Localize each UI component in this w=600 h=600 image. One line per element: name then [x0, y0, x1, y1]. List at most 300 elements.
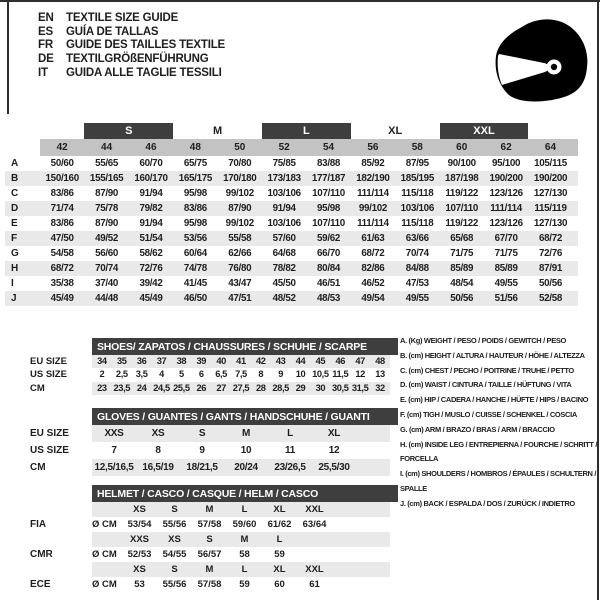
table-row	[30, 355, 398, 368]
helmet-value-cell: 53	[134, 579, 145, 590]
glove-size-cell: 23/26,5	[274, 462, 306, 473]
shoe-size-cell: 5	[178, 369, 184, 380]
measurement-cell: 70/74	[95, 263, 119, 274]
size-number-cell: 64	[544, 142, 557, 153]
glove-size-cell: 8	[155, 445, 161, 456]
shoe-size-cell: 46	[335, 356, 346, 366]
shoe-size-cell: 23	[97, 382, 107, 393]
measurement-cell: 190/200	[489, 173, 523, 184]
glove-size-cell: XXS	[104, 428, 124, 439]
helmet-size-band-row	[30, 502, 398, 517]
measurement-cell: 49/55	[494, 278, 518, 289]
textile-size-table	[5, 123, 578, 306]
helmet-size-cell: L	[241, 564, 248, 575]
shoe-size-cell: 10	[295, 369, 306, 380]
measurement-cell: 71/75	[450, 248, 474, 259]
measurement-cell: 55/65	[95, 158, 119, 169]
language-row	[38, 12, 225, 26]
measurement-cell: 72/76	[538, 248, 562, 259]
measurement-cell: 160/170	[134, 173, 168, 184]
measurement-cell: 91/94	[139, 188, 163, 199]
row-letter: J	[11, 293, 17, 304]
measurement-cell: 83/88	[317, 158, 341, 169]
measurement-cell: 84/88	[405, 263, 429, 274]
shoe-size-cell: 38	[176, 356, 187, 366]
shoe-size-cell: 44	[295, 356, 306, 366]
shoe-size-cell: 32	[375, 382, 385, 393]
legend-item: F. (cm) TIGH / MUSLO / CUISSE / SCHENKEL / COSCIA	[400, 409, 577, 419]
measurement-cell: 123/126	[489, 188, 523, 199]
measurement-legend	[400, 334, 600, 512]
row-cells	[92, 517, 390, 532]
row-letter: E	[11, 218, 18, 229]
measurement-cell: 85/92	[361, 158, 385, 169]
row-cells	[92, 502, 390, 517]
glove-size-cell: S	[198, 428, 206, 439]
size-group-cell	[40, 123, 84, 139]
size-group-cell: M	[213, 125, 223, 137]
shoe-size-cell: 36	[136, 356, 147, 366]
helmet-value-cell: 59	[239, 579, 250, 590]
helmet-size-cell: M	[240, 534, 249, 545]
measurement-cell: 37/40	[95, 278, 119, 289]
measurement-row	[5, 171, 578, 186]
measurement-cell: 95/98	[183, 188, 207, 199]
measurement-cell: 115/118	[401, 188, 434, 199]
language-code: FR	[38, 39, 53, 52]
row-label	[30, 532, 92, 547]
unit-label: Ø CM	[92, 579, 117, 590]
size-group-cell: XXL	[440, 123, 529, 139]
measurement-cell: 111/114	[357, 218, 389, 229]
measurement-row	[5, 291, 578, 306]
glove-size-cell: L	[287, 428, 293, 439]
gloves-title: GLOVES / GUANTES / GANTS / HANDSCHUHE / GUANTI	[97, 410, 370, 423]
measurement-cell: 48/53	[317, 293, 341, 304]
measurement-cell: 47/51	[228, 293, 252, 304]
helmet-size-cell: XL	[273, 504, 286, 515]
helmet-value-cell	[297, 547, 332, 562]
size-number-cell: 48	[189, 142, 201, 153]
measurement-cell: 50/56	[538, 278, 562, 289]
shoe-size-cell: 12	[355, 369, 365, 380]
measurement-cell: 173/183	[267, 173, 301, 184]
row-cells	[92, 532, 390, 547]
shoe-size-cell: 43	[275, 356, 286, 366]
shoe-size-cell: 35	[117, 356, 127, 366]
standard-label: FIA	[30, 519, 47, 530]
helmet-size-cell: XS	[168, 534, 181, 545]
measurement-cell: 87/91	[538, 263, 562, 274]
measurement-cell: 91/94	[139, 218, 163, 229]
shoe-size-cell: 24	[136, 382, 147, 393]
measurement-cell: 185/195	[400, 173, 434, 184]
row-letter: G	[11, 248, 19, 259]
shoe-size-cell: 34	[97, 356, 107, 366]
size-number-cell: 58	[411, 142, 423, 153]
measurement-cell: 65/75	[183, 158, 207, 169]
measurement-cell: 70/80	[228, 158, 252, 169]
language-code: IT	[38, 66, 48, 79]
table-row	[30, 425, 398, 442]
glove-size-cell: 12,5/16,5	[94, 462, 134, 473]
measurement-cell: 68/72	[50, 263, 74, 274]
language-code: DE	[38, 53, 54, 66]
glove-size-cell: 7	[111, 445, 117, 456]
measurement-cell: 111/114	[357, 188, 389, 199]
measurement-cell: 123/126	[489, 218, 523, 229]
row-label	[30, 502, 92, 517]
measurement-cell: 79/82	[139, 203, 163, 214]
row-letter: A	[11, 158, 19, 169]
measurement-row	[5, 276, 578, 291]
row-letter: B	[11, 173, 19, 184]
measurement-cell: 115/119	[534, 203, 567, 214]
helmet-value-cell: 54/55	[162, 549, 187, 560]
shoe-size-cell: 27,5	[232, 382, 250, 393]
measurement-cell: 71/75	[494, 248, 518, 259]
glove-size-cell: XL	[327, 428, 341, 439]
measurement-cell: 75/85	[272, 158, 296, 169]
language-title: GUIDA ALLE TAGLIE TESSILI	[66, 66, 222, 79]
standard-label: CMR	[30, 549, 53, 560]
measurement-cell: 41/45	[183, 278, 207, 289]
size-number-row	[40, 139, 578, 156]
measurement-cell: 45/49	[50, 293, 74, 304]
language-title: TEXTILGRÖßENFÜHRUNG	[66, 53, 209, 66]
measurement-cell: 35/38	[50, 278, 74, 289]
measurement-cell: 56/60	[95, 248, 119, 259]
helmet-size-cell: M	[205, 564, 214, 575]
measurement-cell: 47/50	[50, 233, 74, 244]
row-letter: H	[11, 263, 19, 274]
measurement-cell: 105/115	[534, 158, 567, 169]
measurement-cell: 119/122	[445, 188, 479, 199]
measurement-cell: 170/180	[223, 173, 257, 184]
measurement-cell: 68/72	[538, 233, 562, 244]
measurement-cell: 52/58	[538, 293, 562, 304]
measurement-cell: 60/70	[139, 158, 163, 169]
legend-item: D. (cm) WAIST / CINTURA / TAILLE / HÜFTUNG / VITA	[400, 380, 572, 390]
measurement-cell: 53/56	[183, 233, 207, 244]
measurement-cell: 85/89	[494, 263, 518, 274]
unit-spacer	[92, 502, 122, 517]
measurement-cell: 58/62	[139, 248, 163, 259]
table-row	[30, 382, 398, 395]
measurement-row	[5, 186, 578, 201]
shoe-size-cell: 29	[295, 382, 306, 393]
row-cells	[92, 459, 390, 476]
shoe-size-cell: 6,5	[215, 369, 227, 380]
glove-size-cell: 10	[240, 445, 252, 456]
measurement-cell: 76/80	[228, 263, 252, 274]
measurement-cell: 59/62	[317, 233, 341, 244]
shoe-size-cell: 8	[258, 369, 264, 380]
shoe-size-cell: 11,5	[332, 369, 349, 380]
helmet-size-cell: S	[171, 564, 178, 575]
measurement-cell: 99/102	[358, 203, 388, 214]
row-cells	[92, 547, 390, 562]
helmet-size-cell: L	[241, 504, 248, 515]
legend-item: H. (cm) INSIDE LEG / ENTREPIERNA / FOURCHE / SCHRITT / FORCELLA	[400, 439, 598, 464]
measurement-cell: 46/50	[183, 293, 207, 304]
measurement-cell: 87/90	[95, 218, 119, 229]
glove-size-cell: M	[241, 428, 251, 439]
helmet-standard-row	[30, 517, 398, 532]
measurement-cell: 182/190	[356, 173, 390, 184]
size-group-cell: L	[262, 123, 351, 139]
size-number-cell: 56	[367, 142, 379, 153]
helmet-value-cell: 61/62	[267, 519, 292, 530]
measurement-cell: 150/160	[45, 173, 79, 184]
measurement-cell: 103/106	[267, 188, 301, 199]
size-group-row	[40, 123, 578, 139]
shoe-size-cell: 27	[216, 382, 226, 393]
measurement-cell: 82/86	[361, 263, 385, 274]
measurement-cell: 48/54	[450, 278, 474, 289]
helmet-value-cell: 55/56	[162, 519, 187, 530]
shoes-header-bar	[92, 338, 398, 355]
shoe-size-cell: 9	[278, 369, 284, 380]
measurement-cell: 99/102	[225, 218, 254, 229]
helmet-value-cell: 59	[274, 549, 285, 560]
table-row	[30, 459, 398, 476]
measurement-cell: 66/70	[317, 248, 341, 259]
language-row	[38, 53, 225, 67]
language-code: EN	[38, 12, 54, 24]
helmet-value-cell: 60	[274, 579, 285, 590]
measurement-cell: 83/86	[50, 188, 74, 199]
measurement-cell: 91/94	[272, 203, 296, 214]
unit-spacer	[92, 562, 122, 577]
shoe-size-cell: 4	[159, 369, 164, 380]
language-code: ES	[38, 25, 53, 38]
measurement-cell: 64/68	[272, 248, 296, 259]
gloves-header-bar	[92, 408, 398, 425]
gloves-rows	[30, 425, 398, 476]
helmet-size-cell: S	[171, 504, 178, 515]
language-row	[38, 26, 225, 40]
row-letter: C	[11, 188, 19, 199]
row-label: EU SIZE	[30, 428, 69, 439]
measurement-cell: 61/63	[361, 233, 385, 244]
size-number-cell: 46	[145, 142, 157, 153]
measurement-cell: 63/66	[405, 233, 429, 244]
measurement-cell: 68/72	[361, 248, 385, 259]
helmet-size-cell: L	[276, 534, 283, 545]
helmet-value-cell: 52/53	[127, 549, 152, 560]
helmet-size-cell: XS	[133, 564, 146, 575]
measurement-cell: 67/70	[494, 233, 518, 244]
measurement-cell: 50/56	[450, 293, 474, 304]
measurement-cell: 71/74	[50, 203, 74, 214]
measurement-cell: 75/78	[95, 203, 119, 214]
helmet-size-band-row	[30, 532, 398, 547]
size-number-cell: 54	[322, 142, 335, 153]
helmet-rows	[30, 502, 398, 592]
measurement-cell: 187/198	[445, 173, 479, 184]
size-group-cell: S	[84, 123, 173, 139]
helmet-size-cell: XXS	[129, 534, 149, 545]
glove-size-cell: 9	[199, 445, 205, 456]
measurement-cell: 72/76	[139, 263, 163, 274]
measurement-cell: 54/58	[50, 248, 74, 259]
shoe-size-cell: 26	[196, 382, 206, 393]
legend-item: E. (cm) HIP / CADERA / HANCHE / HÜFTE / HIPS / BACINO	[400, 395, 589, 405]
helmet-standard-row	[30, 547, 398, 562]
glove-size-cell: 11	[285, 445, 295, 456]
measurement-row	[5, 201, 578, 216]
measurement-cell: 65/68	[450, 233, 474, 244]
shoe-size-cell: 2	[99, 369, 105, 380]
shoe-size-cell: 3,5	[135, 369, 148, 380]
measurement-cell: 115/118	[401, 218, 434, 229]
measurement-cell: 49/54	[361, 293, 385, 304]
measurement-cell: 103/106	[400, 203, 434, 214]
row-label	[30, 562, 92, 577]
row-label: CM	[30, 382, 45, 394]
legend-item: C. (cm) CHEST / PECHO / POITRINE / TRUHE / PETTO	[400, 365, 574, 375]
glove-size-cell: XS	[151, 428, 165, 439]
measurement-cell: 51/56	[494, 293, 518, 304]
size-number-cell: 60	[456, 142, 468, 153]
measurement-cell: 107/110	[312, 218, 345, 229]
row-label: EU SIZE	[30, 356, 67, 367]
helmet-icon	[486, 14, 592, 104]
shoe-size-cell: 40	[216, 356, 226, 366]
measurement-cell: 190/200	[533, 173, 568, 184]
measurement-cell: 111/114	[490, 203, 522, 214]
measurement-cell: 51/54	[139, 233, 163, 244]
helmet-value-cell: 59/60	[232, 519, 257, 530]
measurement-cell: 87/90	[95, 188, 119, 199]
helmet-value-cell: 57/58	[197, 579, 222, 590]
legend-item: G. (cm) ARM / BRAZO / BRAS / ARM / BRACCIO	[400, 424, 555, 434]
measurement-cell: 60/64	[183, 248, 207, 259]
measurement-cell: 47/53	[405, 278, 429, 289]
measurement-cell: 57/60	[272, 233, 296, 244]
row-letter: D	[11, 203, 19, 214]
helmet-value-cell: 55/56	[162, 579, 187, 590]
gloves-table	[30, 408, 398, 476]
helmet-value-cell: 58	[239, 549, 250, 560]
row-cells	[92, 442, 390, 459]
measurement-rows	[5, 156, 578, 306]
measurement-cell: 165/175	[178, 173, 213, 184]
legend-item: B. (cm) HEIGHT / ALTURA / HAUTEUR / HÖHE / ALTEZZA	[400, 350, 585, 360]
measurement-row	[5, 216, 578, 231]
shoe-size-cell: 10,5	[312, 369, 329, 380]
size-number-cell: 52	[278, 142, 290, 153]
measurement-cell: 99/102	[225, 188, 254, 199]
measurement-cell: 155/165	[89, 173, 124, 184]
measurement-cell: 43/47	[228, 278, 252, 289]
language-title: TEXTILE SIZE GUIDE	[66, 12, 179, 24]
measurement-cell: 119/122	[445, 218, 479, 229]
size-number-cell: 44	[101, 142, 113, 153]
measurement-cell: 87/95	[405, 158, 429, 169]
shoe-size-cell: 30,5	[331, 382, 349, 393]
measurement-cell: 45/50	[272, 278, 296, 289]
row-label: US SIZE	[30, 445, 69, 456]
helmet-value-cell: 61	[309, 579, 320, 590]
shoe-size-cell: 31,5	[351, 382, 369, 393]
measurement-cell: 70/74	[405, 248, 429, 259]
table-row	[30, 442, 398, 459]
unit-label: Ø CM	[92, 519, 117, 530]
measurement-cell: 83/86	[183, 203, 207, 214]
helmet-size-table	[30, 485, 398, 592]
row-cells	[92, 368, 390, 381]
legend-item: I. (cm) SHOULDERS / HOMBROS / ÉPAULES / SCHULTERN / SPALLE	[400, 469, 597, 493]
size-number-cell: 42	[56, 142, 68, 153]
unit-label: Ø CM	[92, 549, 117, 560]
shoe-size-cell: 41	[236, 356, 246, 366]
helmet-size-cell: M	[205, 504, 214, 515]
helmet-value-cell: 63/64	[302, 519, 327, 530]
row-cells	[92, 577, 390, 592]
measurement-row	[5, 261, 578, 276]
measurement-cell: 107/110	[445, 203, 479, 214]
shoes-table	[30, 338, 398, 395]
shoe-size-cell: 45	[315, 356, 326, 366]
shoe-size-cell: 37	[156, 356, 167, 366]
measurement-cell: 62/66	[228, 248, 252, 259]
measurement-cell: 46/52	[361, 278, 385, 289]
helmet-standard-row	[30, 577, 398, 592]
measurement-cell: 95/98	[317, 203, 341, 214]
language-row	[38, 67, 225, 81]
row-letter: I	[11, 278, 14, 289]
size-number-cell: 50	[234, 142, 246, 153]
measurement-cell: 107/110	[312, 188, 345, 199]
measurement-cell: 55/58	[228, 233, 252, 244]
measurement-cell: 127/130	[533, 188, 568, 199]
row-letter: F	[11, 233, 18, 244]
shoe-size-cell: 24,5	[153, 382, 170, 393]
shoe-size-cell: 47	[355, 356, 365, 366]
measurement-cell: 80/84	[317, 263, 341, 274]
measurement-cell: 90/100	[447, 158, 476, 169]
helmet-size-cell: S	[206, 534, 213, 545]
measurement-cell: 39/42	[139, 278, 163, 289]
measurement-cell: 48/52	[272, 293, 296, 304]
left-border-line	[7, 2, 9, 114]
shoe-size-cell: 39	[196, 356, 206, 366]
table-row	[30, 368, 398, 381]
language-title: GUÍA DE TALLAS	[66, 25, 159, 38]
helmet-value-cell: 57/58	[197, 519, 222, 530]
row-cells	[92, 425, 390, 442]
size-group-cell: XL	[388, 125, 403, 137]
measurement-row	[5, 246, 578, 261]
measurement-cell: 45/49	[139, 293, 163, 304]
glove-size-cell: 12	[328, 445, 340, 456]
helmet-size-cell: XS	[133, 504, 146, 515]
measurement-cell: 49/55	[405, 293, 429, 304]
measurement-cell: 74/78	[183, 263, 207, 274]
glove-size-cell: 25,5/30	[318, 462, 350, 473]
helmet-value-cell: 53/54	[127, 519, 152, 530]
shoes-rows	[30, 355, 398, 395]
row-cells	[92, 382, 390, 395]
measurement-cell: 46/51	[317, 278, 341, 289]
shoe-size-cell: 42	[256, 356, 266, 366]
legend-item: J. (cm) BACK / ESPALDA / DOS / ZURÜCK / INDIETRO	[400, 498, 575, 508]
row-label: US SIZE	[30, 369, 67, 381]
measurement-cell: 177/187	[311, 173, 346, 184]
measurement-cell: 103/106	[267, 218, 301, 229]
